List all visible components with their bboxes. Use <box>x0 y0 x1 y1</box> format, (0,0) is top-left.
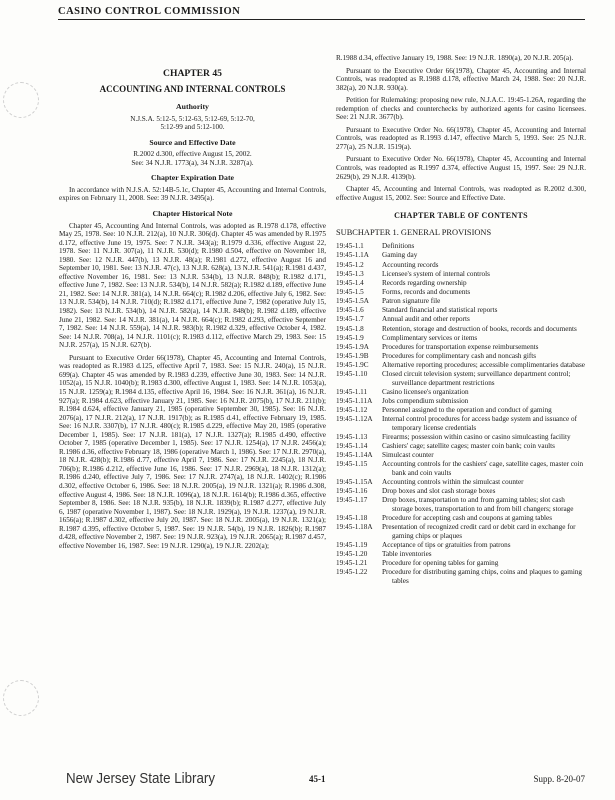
toc-entry <box>336 460 586 477</box>
toc-entry-title: Accounting controls within the simulcast counter <box>382 478 524 487</box>
toc-entry-title: Procedure for accepting cash and coupons at gaming tables <box>382 514 553 523</box>
toc-heading: CHAPTER TABLE OF CONTENTS <box>394 211 528 221</box>
toc-entry <box>336 415 586 432</box>
toc-entry-number: 19:45-1.5A <box>336 297 369 306</box>
toc-entry-title: Definitions <box>382 242 415 251</box>
toc-entry-number: 19:45-1.2 <box>336 260 364 269</box>
source-heading: Source and Effective Date <box>149 137 236 147</box>
toc-entry <box>336 478 586 487</box>
history-paragraph-2: Pursuant to Executive Order 66(1978), Chapter 45, Accounting and Internal Controls, was readopted as R.1983 d.125, effective April 7, 1983. See: 15 N.J.R. 240(a), 15 N.J.R. 699(a). Chapter 45 was amended by R.1983 d.239, effective June 30, 1983. See: 14 N.J.R. 1052(a), 15 N.J.R. 1040(b); R.1983 d.300, effective August 1, 1983. See: 14 N.J.R. 1053(a), 15 N.J.R. 1259(a); R.1984 d.135, effective April 16, 1984. See: 16 N.J.R. 361(a), 16 N.J.R. 927(a); R.1984 d.623, effective January 21, 1985. See: 16 N.J.R. 2075(b), 17 N.J.R. 211(b); R.1984 d.624, effective January 21, 1985 (operative September 30, 1985). See: 16 N.J.R. 2076(a), 17 N.J.R. 212(a), 17 N.J.R. 1917(b); as R.1985 d.41, effective February 19, 1985. See: 16 N.J.R. 3307(b), 17 N.J.R. 480(c); R.1985 d.229, effective May 20, 1985 (operative December 1, 1985). See: 17 N.J.R. 181(a), 17 N.J.R. 1327(a); R.1985 d.490, effective October 7, 1985 (operative December 1, 1985). See: 17 N.J.R. 1254(a), 17 N.J.R. 2456(a); R.1986 d.36, effective February 18, 1986 (operative March 1, 1986). See: 17 N.J.R. 2970(a), 18 N.J.R. 428(b); R.1986 d.77, effective April 7, 1986. See: 17 N.J.R. 2245(a), 18 N.J.R. 706(b); R.1986 d.212, effective June 16, 1986. See: 17 N.J.R. 2969(a), 18 N.J.R. 1312(a); R.1986 d.240, effective July 7, 1986. See: 17 N.J.R. 2747(a), 18 N.J.R. 1402(c); R.1986 d.302, effective October 6, 1986. See: 18 N.J.R. 2005(a), 19 N.J.R. 1321(a); R.1986 d.308, effective August 4, 1986. See: 18 N.J.R. 1096(a), 18 N.J.R. 1614(b); R.1986 d.365, effective September 8, 1986. See: 18 N.J.R. 935(b), 18 N.J.R. 1839(b); R.1987 d.277, effective July 6, 1987 (operative November 1, 1987). See: 18 N.J.R. 1929(a), 19 N.J.R. 1237(a), 19 N.J.R. 1656(a); R.1987 d.302, effective July 20, 1987. See: 18 N.J.R. 2005(a), 19 N.J.R. 1321(a); R.1987 d.395, effective October 5, 1987. See: 19 N.J.R. 54(b), 19 N.J.R. 1826(b); R.1987 d.428, effective November 2, 1987. See: 19 N.J.R. 923(a), 19 N.J.R. 2065(a); R.1987 d.457, effective November 16, 1987. See: 19 N.J.R. 1290(a), 19 N.J.R. 2202(a); <box>59 353 326 550</box>
toc-entry-title: Accounting records <box>382 260 439 269</box>
toc-entry-number: 19:45-1.9C <box>336 361 369 370</box>
toc-entry-title: Cashiers' cage; satellite cages; master coin bank; coin vaults <box>382 442 555 451</box>
toc-entry-title: Patron signature file <box>382 297 441 306</box>
toc-subchapter-title: SUBCHAPTER 1. GENERAL PROVISIONS <box>336 227 492 237</box>
toc-entry-number: 19:45-1.14A <box>336 451 373 460</box>
toc-entry <box>336 279 586 288</box>
toc-entry <box>336 270 586 279</box>
toc-entry-title: Jobs compendium submission <box>382 397 469 406</box>
toc-entry <box>336 496 586 513</box>
toc-entry <box>336 370 586 387</box>
toc-entry <box>336 361 586 370</box>
toc-entry-number: 19:45-1.7 <box>336 315 364 324</box>
toc-entry-title: Personnel assigned to the operation and conduct of gaming <box>382 406 552 415</box>
right-column <box>336 54 586 586</box>
toc-entry-title: Simulcast counter <box>382 451 434 460</box>
toc-entry-number: 19:45-1.9A <box>336 342 369 351</box>
history-paragraph-1: Chapter 45, Accounting And Internal Controls, was adopted as R.1978 d.178, effective May 25, 1978. See: 10 N.J.R. 212(a), 10 N.J.R. 306(d). Chapter 45 was amended by R.1975 d.172, effective June 19, 1975. See: 7 N.J.R. 343(a); R.1979 d.336, effective August 22, 1978. See: 11 N.J.R. 307(a), 11 N.J.R. 530(d); R.1980 d.504, effective on November 18, 1980. See: 12 N.J.R. 447(b), 13 N.J.R. 48(a); R.1981 d.272, effective August 16 and September 10, 1981. See: 13 N.J.R. 47(c), 13 N.J.R. 628(a), 13 N.J.R. 541(a); R.1981 d.437, effective November 16, 1981. See: 13 N.J.R. 534(b), 13 N.J.R. 848(b); R.1982 d.171, effective June 7, 1982. See: 13 N.J.R. 534(b), 14 N.J.R. 582(a); R.1982 d.189, effective June 21, 1982. See: 14 N.J.R. 381(a), 14 N.J.R. 664(c); R.1982 d.206, effective July 6, 1982. See: 13 N.J.R. 534(b), 14 N.J.R. 710(d); R.1982 d.171, effective June 7, 1982 (operative July 15, 1982). See: 13 N.J.R. 534(b), 14 N.J.R. 582(a), 14 N.J.R. 848(b); R.1982 d.189, effective June 21, 1982. See: 14 N.J.R. 381(a), 14 N.J.R. 664(c); R.1982 d.293, effective September 7, 1982. See: 14 N.J.R. 559(a), 14 N.J.R. 983(b); R.1982 d.329, effective October 4, 1982. See: 14 N.J.R. 708(a), 14 N.J.R. 1101(c); R.1983 d.112, effective March 29, 1983. See: 15 N.J.R. 257(a), 15 N.J.R. 627(b). <box>59 221 326 350</box>
toc-entry-title: Procedure for distributing gaming chips, coins and plaques to gaming tables <box>382 568 583 585</box>
toc-entry <box>336 406 586 415</box>
toc-entry <box>336 388 586 397</box>
toc-entry-number: 19:45-1.3 <box>336 269 364 278</box>
toc-entry-number: 19:45-1.1 <box>336 242 364 251</box>
history-paragraph-3: Pursuant to the Executive Order 66(1978), Chapter 45, Accounting and Internal Controls, was readopted as R.1988 d.178, effective March 24, 1988. See: 20 N.J.R. 382(a), 20 N.J.R. 930(a). <box>336 66 586 92</box>
history-paragraph-6: Pursuant to Executive Order No. 66(1978), Chapter 45, Accounting and Internal Controls, was readopted as R.1997 d.374, effective August 15, 1997. See: 29 N.J.R. 2629(b), 29 N.J.R. 4139(b). <box>336 155 586 181</box>
toc-entry-title: Procedure for opening tables for gaming <box>382 559 499 568</box>
toc-entry-number: 19:45-1.22 <box>336 568 368 577</box>
toc-entry-number: 19:45-1.20 <box>336 550 368 559</box>
history-paragraph-2-continued: R.1988 d.34, effective January 19, 1988. See: 19 N.J.R. 1890(a), 20 N.J.R. 205(a). <box>336 54 574 62</box>
toc-entry <box>336 451 586 460</box>
toc-entry <box>336 343 586 352</box>
source-line-1: R.2002 d.300, effective August 15, 2002. <box>133 150 252 159</box>
toc-entry <box>336 306 586 315</box>
toc-entry-title: Presentation of recognized credit card or debit card in exchange for gaming chips or plaques <box>382 523 576 540</box>
binder-hole-mark <box>3 82 39 118</box>
toc-entry <box>336 325 586 334</box>
toc-entry <box>336 288 586 297</box>
toc-entry-number: 19:45-1.9 <box>336 333 364 342</box>
toc-entry-number: 19:45-1.21 <box>336 559 368 568</box>
toc-entry-title: Casino licensee's organization <box>382 387 469 396</box>
source-line-2: See: 34 N.J.R. 1773(a), 34 N.J.R. 3287(a). <box>131 158 254 167</box>
toc-entry-number: 19:45-1.18A <box>336 523 373 532</box>
toc-entry <box>336 523 586 540</box>
running-header: CASINO CONTROL COMMISSION <box>58 6 585 20</box>
toc-entry-title: Internal control procedures for access badge system and issuance of temporary license credentials <box>382 415 577 432</box>
toc-entry <box>336 251 586 260</box>
toc-entry <box>336 433 586 442</box>
toc-entry-title: Closed circuit television system; surveillance department control; surveillance department restrictions <box>382 370 571 387</box>
chapter-title: CHAPTER 45 <box>163 68 222 79</box>
toc-entry-number: 19:45-1.18 <box>336 514 368 523</box>
history-paragraph-7: Chapter 45, Accounting and Internal Controls, was readopted as R.2002 d.300, effective August 15, 2002. See: Source and Effective Date. <box>336 185 586 202</box>
toc-entry-title: Drop boxes and slot cash storage boxes <box>382 487 496 496</box>
toc-entry <box>336 242 586 251</box>
toc-entry-number: 19:45-1.4 <box>336 278 364 287</box>
left-column <box>59 58 326 554</box>
toc-entry <box>336 550 586 559</box>
authority-line-2: 5:12-99 and 5:12-100. <box>160 123 225 132</box>
toc-entry-number: 19:45-1.1A <box>336 251 369 260</box>
toc-entry-number: 19:45-1.15A <box>336 478 373 487</box>
toc-entry <box>336 487 586 496</box>
toc-entry-title: Retention, storage and destruction of books, records and documents <box>382 324 577 333</box>
toc-entry <box>336 315 586 324</box>
toc-entry-number: 19:45-1.12 <box>336 406 368 415</box>
toc-entry-number: 19:45-1.11A <box>336 397 373 406</box>
toc-entry-number: 19:45-1.19 <box>336 540 368 549</box>
toc-entry-number: 19:45-1.6 <box>336 306 364 315</box>
toc-entry-number: 19:45-1.14 <box>336 442 368 451</box>
toc-entry-number: 19:45-1.8 <box>336 324 364 333</box>
toc-entry-title: Licensee's system of internal controls <box>382 269 490 278</box>
toc-entry-number: 19:45-1.16 <box>336 487 368 496</box>
expiration-text: In accordance with N.J.S.A. 52:14B-5.1c, Chapter 45, Accounting and Internal Controls, expires on February 11, 2008. See: 39 N.J.R. 3495(a). <box>59 185 326 203</box>
toc-entry <box>336 514 586 523</box>
toc-entry-title: Procedures for transportation expense reimbursements <box>382 342 539 351</box>
toc-entry-number: 19:45-1.9B <box>336 351 369 360</box>
toc-entry-title: Accounting controls for the cashiers' cage, satellite cages, master coin bank and coin vaults <box>382 460 584 478</box>
toc-entry-number: 19:45-1.12A <box>336 415 373 424</box>
toc-entry-title: Drop boxes, transportation to and from gaming tables; slot cash storage boxes, transportation to and from bill changers; storage <box>382 496 574 513</box>
chapter-subtitle: ACCOUNTING AND INTERNAL CONTROLS <box>99 83 286 94</box>
page-number: 45-1 <box>309 774 326 784</box>
toc-entry-number: 19:45-1.15 <box>336 460 368 469</box>
toc-entry-title: Standard financial and statistical reports <box>382 306 498 315</box>
toc-entry <box>336 261 586 270</box>
toc-entry-number: 19:45-1.5 <box>336 288 364 296</box>
toc-entry-title: Records regarding ownership <box>382 278 467 287</box>
toc-entry-number: 19:45-1.17 <box>336 496 368 505</box>
toc-entry-title: Complimentary services or items <box>382 333 478 342</box>
toc-entry-title: Acceptance of tips or gratuities from patrons <box>382 540 511 549</box>
toc-entry-title: Gaming day <box>382 251 418 260</box>
toc-entry-title: Alternative reporting procedures; accessible complimentaries database <box>382 361 585 370</box>
history-heading: Chapter Historical Note <box>152 209 233 219</box>
toc-entry-title: Firearms; possession within casino or casino simulcasting facility <box>382 433 571 442</box>
toc-entry <box>336 568 586 585</box>
history-paragraph-5: Pursuant to Executive Order No. 66(1978), Chapter 45, Accounting and Internal Controls, was readopted as R.1993 d.147, effective March 5, 1993. See: 25 N.J.R. 277(a), 25 N.J.R. 1519(a). <box>336 125 586 151</box>
toc-entry-number: 19:45-1.13 <box>336 433 368 442</box>
toc-entry <box>336 334 586 343</box>
toc-entry-title: Annual audit and other reports <box>382 315 470 324</box>
toc-list <box>336 242 586 585</box>
toc-entry <box>336 442 586 451</box>
library-stamp: New Jersey State Library <box>66 771 216 787</box>
toc-entry-title: Procedures for complimentary cash and noncash gifts <box>382 351 537 360</box>
binder-hole-mark <box>3 680 39 716</box>
authority-heading: Authority <box>176 102 209 112</box>
history-paragraph-4: Petition for Rulemaking: proposing new rule, N.J.A.C. 19:45-1.26A, regarding the redemption of checks and counterchecks by authorized agents for casino licensees. See: 21 N.J.R. 3677(b). <box>336 96 586 122</box>
expiration-heading: Chapter Expiration Date <box>150 173 235 183</box>
toc-entry-title: Table inventories <box>382 550 432 559</box>
authority-line-1: N.J.S.A. 5:12-5, 5:12-63, 5:12-69, 5:12-70, <box>130 114 255 123</box>
supplement-date: Supp. 8-20-07 <box>533 774 585 784</box>
toc-entry <box>336 541 586 550</box>
toc-entry-title: Forms, records and documents <box>382 288 471 296</box>
toc-entry-number: 19:45-1.10 <box>336 370 368 379</box>
toc-entry <box>336 559 586 568</box>
toc-entry <box>336 297 586 306</box>
toc-entry <box>336 397 586 406</box>
toc-entry <box>336 352 586 361</box>
toc-entry-number: 19:45-1.11 <box>336 387 368 396</box>
